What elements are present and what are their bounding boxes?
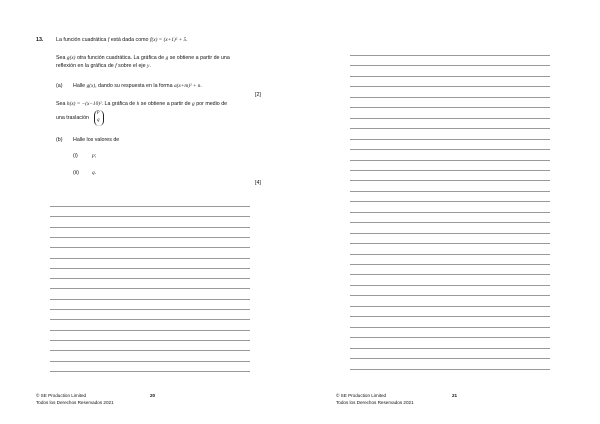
answer-line — [50, 227, 250, 228]
part-b-text: Halle los valores de — [73, 137, 120, 143]
answer-line — [50, 319, 250, 320]
answer-line — [50, 330, 250, 331]
answer-line — [350, 55, 550, 56]
answer-line — [350, 306, 550, 307]
answer-line — [350, 233, 550, 234]
answer-line — [50, 350, 250, 351]
sea-g-statement: Sea g(x) otra función cuadrática. La gráfica de g se obtiene a partir de una — [56, 55, 230, 61]
part-b-i-label: (i) — [73, 153, 78, 159]
answer-line — [350, 254, 550, 255]
footer-copyright: © SE Production Limited — [336, 393, 387, 398]
part-b-marks: [4] — [255, 180, 261, 186]
part-a-marks: [2] — [255, 92, 261, 98]
reflexion-statement: reflexión en la gráfica de f sobre el eje y. — [56, 63, 151, 69]
answer-line — [50, 361, 250, 362]
traslacion-text: una traslación — [56, 115, 89, 121]
answer-line — [350, 222, 550, 223]
question-number: 13. — [36, 37, 44, 43]
page-number: 21 — [452, 393, 458, 398]
answer-line — [50, 247, 250, 248]
answer-line — [50, 268, 250, 269]
question-intro: La función cuadrática f está dada como f(x) = (x+1)² + 5. — [56, 37, 188, 43]
part-a-text: Halle g(x), dando su respuesta en la forma a(x+m)² + n. — [73, 83, 202, 89]
answer-line — [350, 327, 550, 328]
part-b-label: (b) — [56, 137, 63, 143]
answer-line — [50, 288, 250, 289]
answer-line — [350, 118, 550, 119]
part-b-ii-text: q. — [92, 170, 97, 176]
answer-line — [50, 258, 250, 259]
answer-line — [350, 348, 550, 349]
answer-line — [350, 107, 550, 108]
answer-line — [50, 371, 250, 372]
answer-line — [350, 149, 550, 150]
sea-h-statement: Sea h(x) = −(x−10)². La gráfica de h se obtiene a partir de g por medio de — [56, 101, 228, 107]
answer-line — [350, 76, 550, 77]
answer-line — [350, 358, 550, 359]
answer-line — [350, 86, 550, 87]
answer-line — [350, 170, 550, 171]
answer-line — [350, 212, 550, 213]
answer-line — [350, 191, 550, 192]
vector-q: q — [97, 118, 100, 123]
answer-line — [350, 243, 550, 244]
answer-line — [350, 369, 550, 370]
answer-line — [350, 316, 550, 317]
answer-line — [350, 264, 550, 265]
answer-line — [350, 295, 550, 296]
part-a-label: (a) — [56, 83, 63, 89]
answer-line — [350, 97, 550, 98]
answer-line — [350, 65, 550, 66]
answer-line — [350, 180, 550, 181]
answer-line — [350, 128, 550, 129]
answer-line — [350, 337, 550, 338]
right-page — [300, 0, 600, 424]
answer-line — [350, 274, 550, 275]
footer-rights: Todos los Derechos Reservados 2021 — [36, 400, 114, 405]
answer-line — [50, 309, 250, 310]
answer-line — [50, 206, 250, 207]
answer-line — [50, 299, 250, 300]
part-b-ii-label: (ii) — [73, 170, 79, 176]
answer-line — [350, 285, 550, 286]
answer-line — [50, 278, 250, 279]
answer-line — [50, 216, 250, 217]
vector-p: p — [97, 110, 100, 115]
page-number: 20 — [150, 393, 156, 398]
footer-rights: Todos los Derechos Reservados 2021 — [336, 400, 414, 405]
answer-line — [50, 340, 250, 341]
answer-line — [350, 201, 550, 202]
part-b-i-text: p; — [92, 153, 97, 159]
answer-line — [350, 160, 550, 161]
footer-copyright: © SE Production Limited — [36, 393, 87, 398]
answer-line — [50, 237, 250, 238]
traslacion-end: . — [103, 115, 105, 121]
answer-line — [350, 139, 550, 140]
